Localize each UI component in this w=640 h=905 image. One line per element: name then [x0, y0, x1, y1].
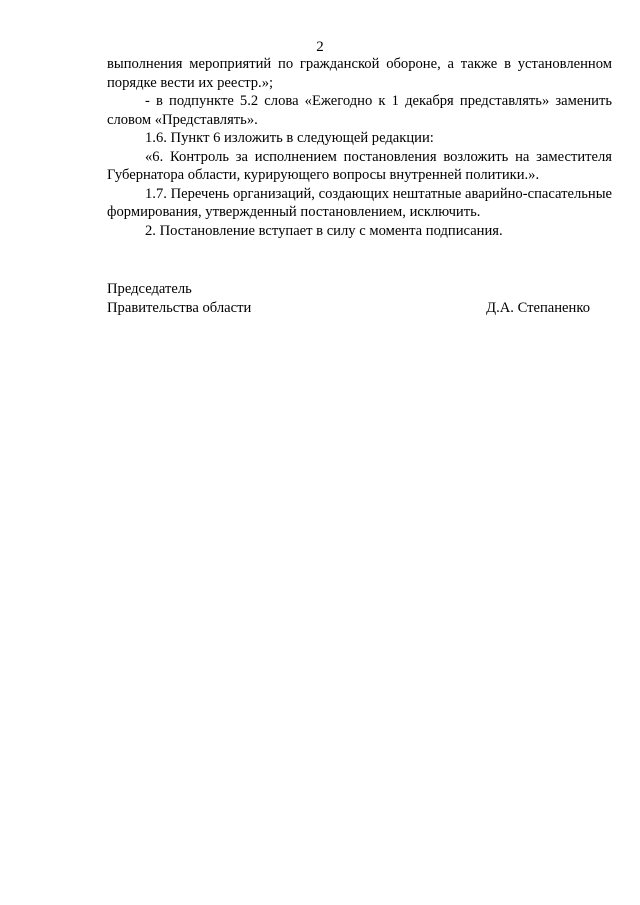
- paragraph-point-6-text: «6. Контроль за исполнением постановления возложить на заместителя Губернатора области, курирующего вопросы внутренней политики.».: [107, 148, 612, 183]
- signatory-name: Д.А. Степаненко: [486, 300, 590, 316]
- signature-block: [107, 280, 590, 318]
- signatory-position-line1: Председатель: [107, 281, 192, 297]
- paragraph-subpoint-5-2: - в подпункте 5.2 слова «Ежегодно к 1 декабря представлять» заменить словом «Представлять».: [107, 93, 612, 128]
- page-number: 2: [316, 39, 324, 55]
- paragraph-continuation: выполнения мероприятий по гражданской обороне, а также в установленном порядке вести их реестр.»;: [107, 56, 612, 91]
- paragraph-point-1-7: 1.7. Перечень организаций, создающих нештатные аварийно-спасательные формирования, утвержденный постановлением, исключить.: [107, 185, 612, 220]
- document-body: [107, 55, 612, 240]
- signatory-position-line2: Правительства области: [107, 300, 252, 316]
- paragraph-point-2: 2. Постановление вступает в силу с момента подписания.: [145, 222, 503, 239]
- paragraph-point-1-6: 1.6. Пункт 6 изложить в следующей редакции:: [145, 130, 434, 146]
- signature-row: [107, 299, 590, 318]
